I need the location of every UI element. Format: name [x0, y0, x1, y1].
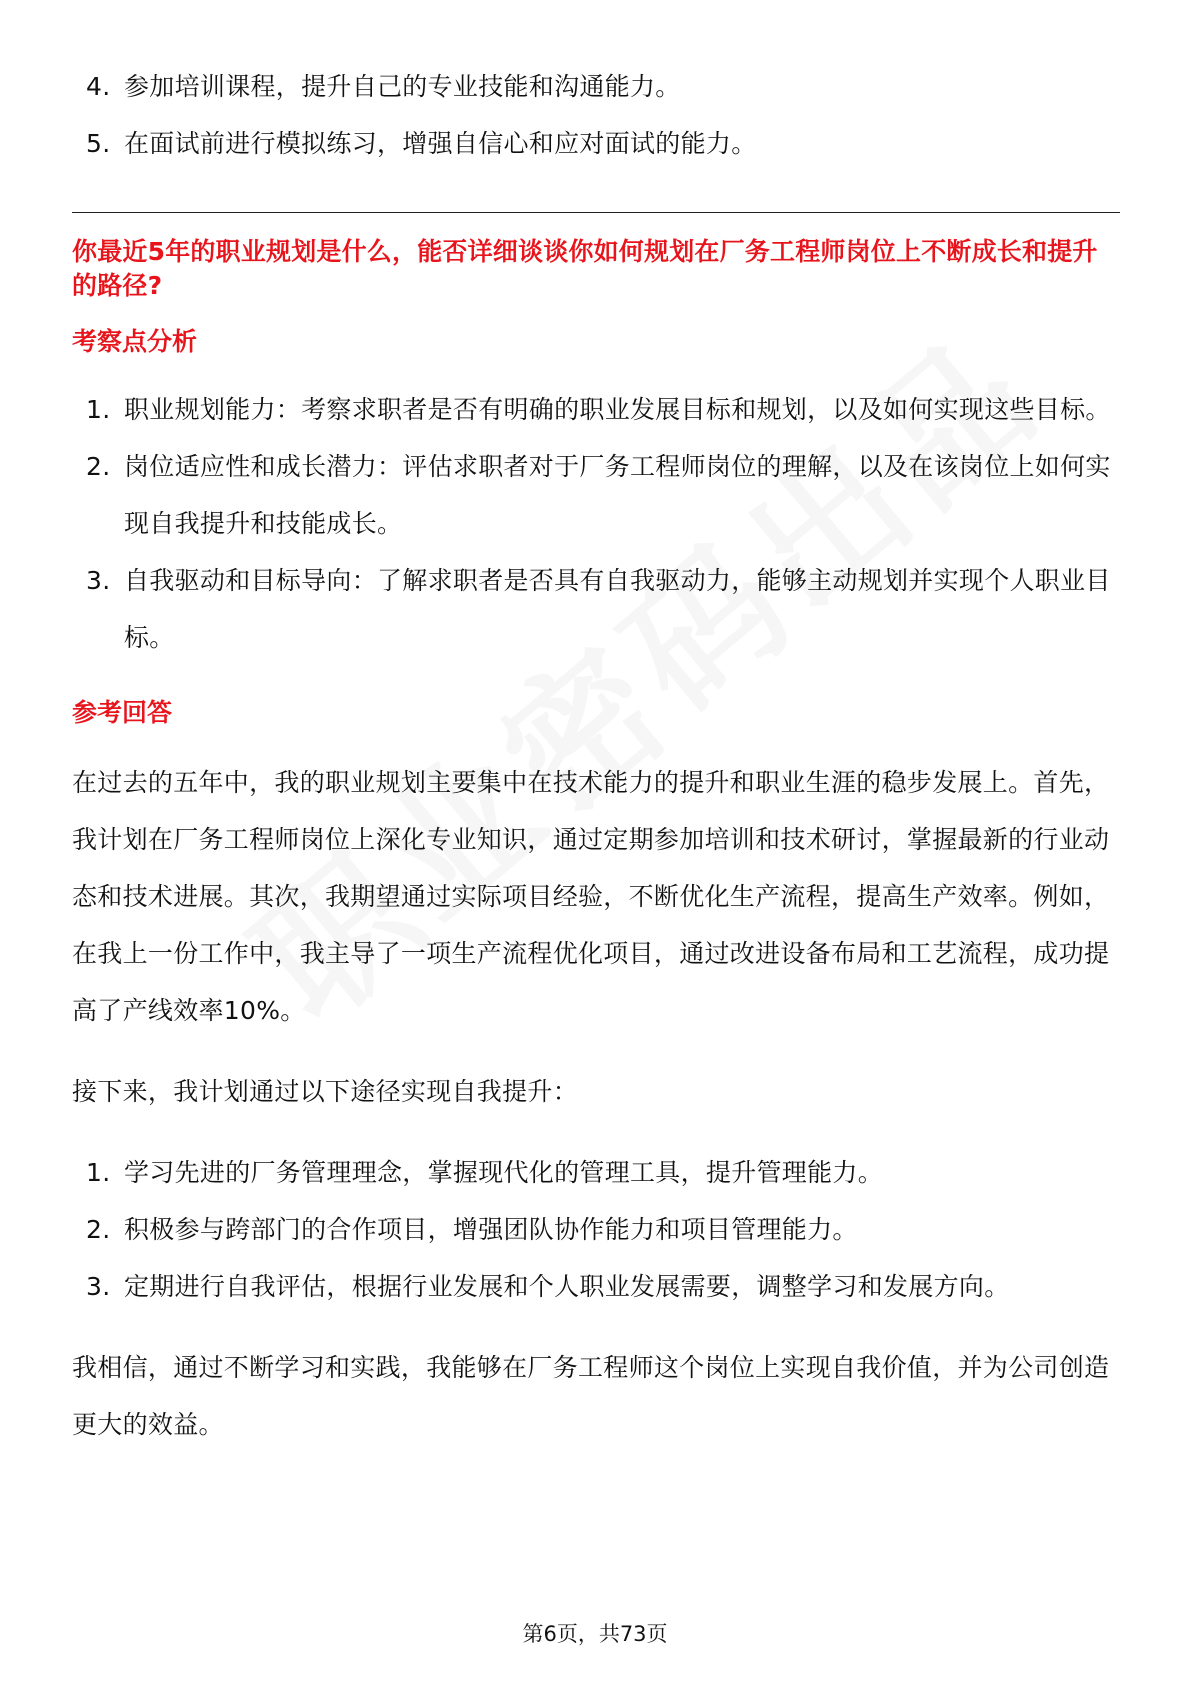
list-item-number: 2. — [86, 452, 111, 481]
list-item — [72, 1258, 1120, 1315]
list-item — [72, 58, 1120, 115]
list-item-number: 4. — [86, 72, 111, 101]
previous-list — [72, 58, 1120, 172]
page-content — [72, 58, 1120, 1453]
list-item — [72, 115, 1120, 172]
list-item — [72, 381, 1120, 438]
list-item-number: 1. — [86, 1158, 111, 1187]
list-item-number: 3. — [86, 1272, 111, 1301]
list-item-text: 定期进行自我评估，根据行业发展和个人职业发展需要，调整学习和发展方向。 — [124, 1272, 1010, 1301]
list-item — [72, 1201, 1120, 1258]
list-item-number: 1. — [86, 395, 111, 424]
answer-heading: 参考回答 — [72, 698, 173, 727]
answer-list — [72, 1144, 1120, 1315]
list-item-text: 积极参与跨部门的合作项目，增强团队协作能力和项目管理能力。 — [124, 1215, 858, 1244]
list-item-text: 学习先进的厂务管理理念，掌握现代化的管理工具，提升管理能力。 — [124, 1158, 884, 1187]
list-item-number: 3. — [86, 566, 111, 595]
list-item — [72, 1144, 1120, 1201]
list-item-text: 参加培训课程，提升自己的专业技能和沟通能力。 — [124, 72, 681, 101]
list-item-text: 职业规划能力：考察求职者是否有明确的职业发展目标和规划，以及如何实现这些目标。 — [124, 395, 1111, 424]
list-item-number: 2. — [86, 1215, 111, 1244]
answer-paragraph: 接下来，我计划通过以下途径实现自我提升： — [72, 1077, 579, 1106]
page-number: 第6页，共73页 — [522, 1622, 668, 1646]
list-item — [72, 438, 1120, 552]
analysis-list — [72, 381, 1120, 666]
list-item-text: 自我驱动和目标导向：了解求职者是否具有自我驱动力，能够主动规划并实现个人职业目标。 — [124, 566, 1111, 652]
answer-paragraph: 我相信，通过不断学习和实践，我能够在厂务工程师这个岗位上实现自我价值，并为公司创造更大的效益。 — [72, 1353, 1110, 1439]
list-item-text: 在面试前进行模拟练习，增强自信心和应对面试的能力。 — [124, 129, 757, 158]
list-item-number: 5. — [86, 129, 111, 158]
question-title: 你最近5年的职业规划是什么，能否详细谈谈你如何规划在厂务工程师岗位上不断成长和提升的路径? — [72, 237, 1098, 300]
analysis-heading: 考察点分析 — [72, 327, 198, 356]
list-item-text: 岗位适应性和成长潜力：评估求职者对于厂务工程师岗位的理解，以及在该岗位上如何实现自我提升和技能成长。 — [124, 452, 1111, 538]
section-divider — [72, 212, 1120, 213]
answer-paragraph: 在过去的五年中，我的职业规划主要集中在技术能力的提升和职业生涯的稳步发展上。首先，我计划在厂务工程师岗位上深化专业知识，通过定期参加培训和技术研讨，掌握最新的行业动态和技术进展。其次，我期望通过实际项目经验，不断优化生产流程，提高生产效率。例如，在我上一份工作中，我主导了一项生产流程优化项目，通过改进设备布局和工艺流程，成功提高了产线效率10%。 — [72, 768, 1110, 1025]
list-item — [72, 552, 1120, 666]
